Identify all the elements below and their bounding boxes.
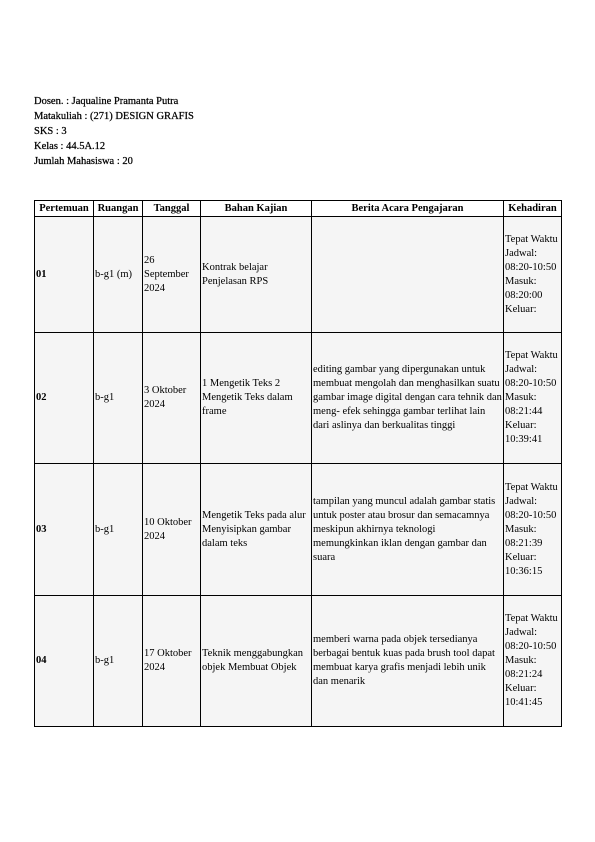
- cell-bahan-kajian: Teknik menggabungkan objek Membuat Objek: [201, 596, 312, 727]
- student-count-line: Jumlah Mahasiswa : 20: [34, 156, 133, 167]
- cell-kehadiran: Tepat Waktu Jadwal: 08:20-10:50 Masuk: 08:20:00 Keluar:: [504, 217, 562, 333]
- table-row: [35, 217, 562, 333]
- cell-pertemuan: 04: [35, 596, 94, 727]
- table-row: [35, 464, 562, 596]
- cell-bahan-kajian: Mengetik Teks pada alur Menyisipkan gambar dalam teks: [201, 464, 312, 596]
- cell-ruangan: b-g1: [94, 596, 143, 727]
- column-header-ruangan: Ruangan: [94, 201, 143, 217]
- cell-ruangan: b-g1: [94, 464, 143, 596]
- cell-kehadiran: Tepat Waktu Jadwal: 08:20-10:50 Masuk: 08:21:24 Keluar: 10:41:45: [504, 596, 562, 727]
- cell-berita-acara: [312, 217, 504, 333]
- class-line: Kelas : 44.5A.12: [34, 141, 106, 152]
- column-header-berita-acara: Berita Acara Pengajaran: [312, 201, 504, 217]
- cell-pertemuan: 02: [35, 333, 94, 464]
- column-header-tanggal: Tanggal: [143, 201, 201, 217]
- cell-kehadiran: Tepat Waktu Jadwal: 08:20-10:50 Masuk: 08:21:44 Keluar: 10:39:41: [504, 333, 562, 464]
- cell-ruangan: b-g1: [94, 333, 143, 464]
- credits-line: SKS : 3: [34, 126, 67, 137]
- cell-pertemuan: 03: [35, 464, 94, 596]
- cell-kehadiran: Tepat Waktu Jadwal: 08:20-10:50 Masuk: 08:21:39 Keluar: 10:36:15: [504, 464, 562, 596]
- course-line: Matakuliah : (271) DESIGN GRAFIS: [34, 111, 194, 122]
- column-header-kehadiran: Kehadiran: [504, 201, 562, 217]
- table-row: [35, 596, 562, 727]
- cell-tanggal: 17 Oktober 2024: [143, 596, 201, 727]
- cell-tanggal: 10 Oktober 2024: [143, 464, 201, 596]
- cell-bahan-kajian: 1 Mengetik Teks 2 Mengetik Teks dalam frame: [201, 333, 312, 464]
- cell-berita-acara: editing gambar yang dipergunakan untuk membuat mengolah dan menghasilkan suatu gambar image digital dengan cara tehnik dan meng- efek sehingga gambar terlihat lain dari aslinya dan berkualitas tinggi: [312, 333, 504, 464]
- cell-ruangan: b-g1 (m): [94, 217, 143, 333]
- column-header-pertemuan: Pertemuan: [35, 201, 94, 217]
- cell-berita-acara: tampilan yang muncul adalah gambar statis untuk poster atau brosur dan semacamnya meskipun akhirnya teknologi memungkinkan iklan dengan gambar dan suara: [312, 464, 504, 596]
- cell-bahan-kajian: Kontrak belajar Penjelasan RPS: [201, 217, 312, 333]
- cell-pertemuan: 01: [35, 217, 94, 333]
- teaching-report-table: [34, 200, 562, 727]
- cell-berita-acara: memberi warna pada objek tersedianya berbagai bentuk kuas pada brush tool dapat membuat karya grafis menjadi lebih unik dan menarik: [312, 596, 504, 727]
- lecturer-line: Dosen. : Jaqualine Pramanta Putra: [34, 96, 179, 107]
- table-row: [35, 333, 562, 464]
- course-info-header: [34, 94, 194, 169]
- cell-tanggal: 26 September 2024: [143, 217, 201, 333]
- column-header-bahan-kajian: Bahan Kajian: [201, 201, 312, 217]
- cell-tanggal: 3 Oktober 2024: [143, 333, 201, 464]
- table-header-row: [35, 201, 562, 217]
